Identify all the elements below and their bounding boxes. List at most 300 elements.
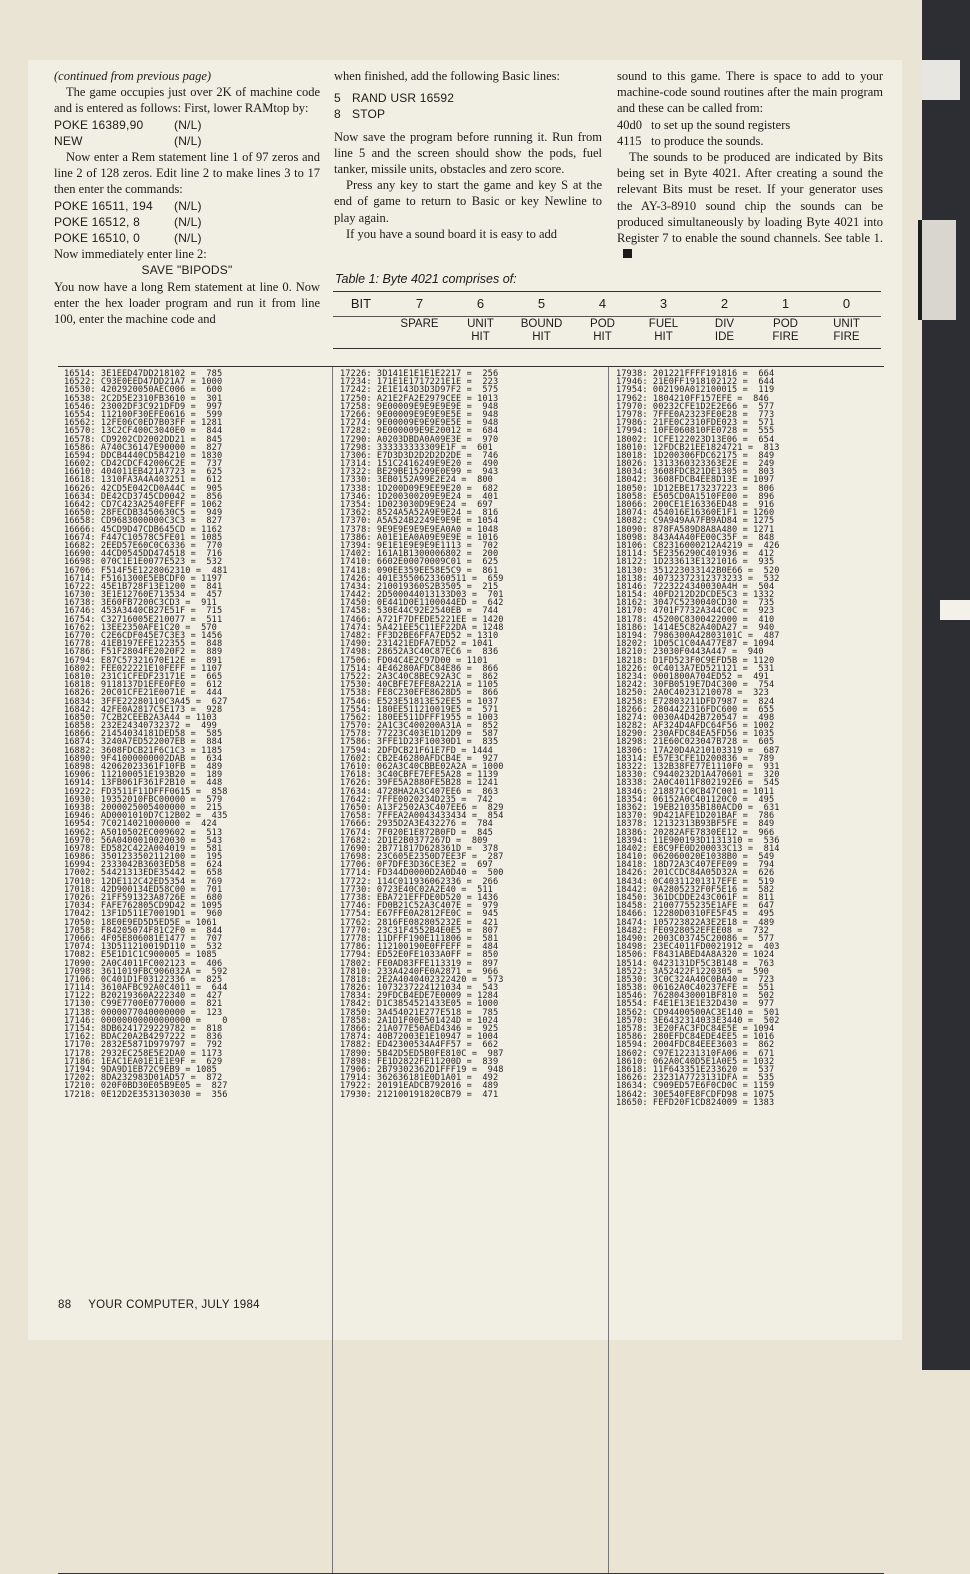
listing-hex: 231C1CFEDF23171E [100, 671, 186, 682]
listing-checksum: = 665 [185, 671, 223, 682]
listing-hex: A13F2502A3C407EE6 [376, 802, 467, 813]
listing-address: 18314: [616, 753, 653, 764]
listing-checksum: = 1271 [737, 524, 775, 535]
bit-meaning [450, 318, 511, 344]
listing-address: 18338: [616, 778, 653, 789]
listing-address: 17730: [340, 884, 377, 895]
adjacent-page-edge [922, 0, 970, 1370]
listing-address: 17098: [64, 966, 101, 977]
listing-address: 18634: [616, 1081, 653, 1092]
listing-checksum: = 519 [737, 876, 775, 887]
listing-checksum: = 979 [461, 901, 499, 912]
listing-hex: FE1D2822FE11200D [376, 1056, 462, 1067]
listing-checksum: = 520 [742, 565, 780, 576]
listing-checksum: = 1085 [185, 532, 223, 543]
listing-address: 18386: [616, 827, 653, 838]
listing-hex: 6602E00070009C01 [376, 557, 462, 568]
listing-address: 18602: [616, 1048, 653, 1059]
article-column-3 [617, 68, 883, 262]
code-block [54, 117, 320, 149]
listing-checksum: = 1024 [737, 950, 775, 961]
listing-address: 16810: [64, 671, 101, 682]
listing-hex: 45200C8300422000 [652, 614, 738, 625]
listing-address: 17858: [340, 1015, 377, 1026]
listing-checksum: = 949 [185, 508, 223, 519]
listing-address: 16562: [64, 418, 101, 429]
listing-hex: 112100051E193B20 [100, 770, 186, 781]
listing-checksum: = 818 [185, 1024, 223, 1034]
listing-address: 16530: [64, 385, 101, 396]
listing-checksum: = 814 [742, 843, 780, 854]
listing-hex: 2A0C40231210078 [652, 688, 733, 699]
listing-checksum: = 1103 [180, 712, 217, 723]
bit-table [333, 291, 881, 349]
listing-checksum: = 573 [466, 974, 504, 985]
listing-hex: 2DFDCB21F61E7FD [376, 745, 457, 756]
listing-checksum: = 848 [185, 639, 223, 650]
listing-address: 17082: [64, 950, 101, 961]
listing-checksum: = 605 [737, 737, 775, 748]
listing-checksum: = 631 [742, 802, 780, 813]
listing-hex: 19352010FBC00000 [100, 794, 186, 805]
listing-address: 18570: [616, 1015, 653, 1026]
routine-description: to produce the sounds. [651, 133, 764, 148]
listing-address: 16610: [64, 467, 101, 478]
listing-checksum: = 1000 [185, 377, 223, 388]
listing-address: 16698: [64, 557, 101, 568]
listing-checksum: = 592 [190, 966, 228, 977]
listing-hex: A5010502EC009602 [100, 827, 186, 838]
listing-checksum: = 827 [185, 442, 223, 453]
listing-hex: 7FFEA2A0043433434 [376, 811, 467, 822]
hex-listing [58, 366, 884, 1574]
listing-address: 17938: [616, 369, 653, 379]
listing-address: 17050: [64, 917, 101, 928]
listing-address: 16842: [64, 704, 101, 715]
listing-checksum: = 581 [461, 933, 499, 944]
listing-address: 16922: [64, 786, 101, 797]
listing-address: 17986: [616, 418, 653, 429]
listing-address: 16778: [64, 639, 101, 650]
listing-address: 18626: [616, 1073, 653, 1084]
listing-address: 16938: [64, 802, 101, 813]
bit-number: 4 [598, 296, 607, 311]
listing-address: 17586: [340, 737, 377, 748]
bit-meaning-line: SPARE [400, 318, 439, 330]
listing-hex: 062A3C40CBBE02A2A [376, 762, 467, 772]
listing-hex: 21E60C023047B728 [652, 737, 738, 748]
listing-address: 17546: [340, 696, 377, 707]
listing-checksum: = 925 [461, 1024, 499, 1034]
listing-address: 17498: [340, 647, 377, 658]
listing-address: 17994: [616, 426, 653, 437]
listing-hex: 2932EC258E5E2DA0 [100, 1048, 186, 1059]
listing-checksum: = 1097 [737, 475, 775, 486]
listing-address: 18482: [616, 925, 653, 936]
listing-checksum: = 215 [461, 581, 499, 592]
listing-checksum: = 599 [185, 409, 223, 420]
listing-checksum: = 1061 [180, 917, 217, 928]
listing-address: 16906: [64, 770, 101, 781]
listing-hex: 4202920050AEC006 [100, 385, 186, 396]
listing-checksum: = 1830 [185, 450, 223, 461]
code-block [54, 198, 320, 247]
code-note: (N/L) [174, 214, 202, 229]
listing-checksum: = 997 [185, 401, 223, 412]
listing-address: 17650: [340, 802, 377, 813]
listing-address: 18114: [616, 549, 653, 560]
listing-hex: 062060020E1038B0 [652, 852, 738, 863]
listing-checksum: = 626 [737, 868, 775, 879]
listing-checksum: = 189 [185, 770, 223, 781]
table-caption: Table 1: Byte 4021 comprises of: [335, 272, 517, 286]
listing-hex: 3610AFBC92A0C4011 [100, 983, 191, 994]
listing-address: 16738: [64, 598, 101, 609]
listing-hex: 2E1E143D3D3D97F2 [376, 385, 462, 396]
listing-checksum: = 839 [461, 1056, 499, 1067]
listing-hex: 39FE5A2880FE5B28 [376, 778, 462, 789]
listing-checksum: = 301 [185, 393, 223, 404]
listing-hex: E57E3CFE1D200836 [652, 753, 738, 764]
code-block [334, 90, 602, 122]
bit-meaning-line: POD [773, 318, 798, 330]
listing-address: 17818: [340, 974, 377, 985]
listing-checksum: = 846 [732, 393, 769, 404]
listing-address: 17722: [340, 876, 377, 887]
listing-hex: A01E1EA0A09E9E9E [376, 532, 462, 543]
listing-hex: DE42CD3745CD0042 [100, 491, 186, 502]
listing-address: 18058: [616, 491, 653, 502]
listing-address: 18266: [616, 704, 653, 715]
listing-checksum: = 215 [185, 802, 223, 813]
listing-hex: 3A52422F1220305 [652, 966, 733, 977]
bit-meaning-line: HIT [471, 331, 490, 343]
listing-address: 17930: [340, 1089, 377, 1100]
listing-address: 17386: [340, 532, 377, 543]
paragraph: Now immediately enter line 2: [54, 247, 207, 262]
listing-checksum: = 587 [461, 729, 499, 740]
listing-checksum: = 702 [461, 540, 499, 551]
listing-checksum: = 549 [737, 852, 775, 863]
listing-hex: 1D200306FDC62175 [652, 450, 738, 461]
listing-checksum: = 746 [461, 450, 499, 461]
listing-hex: 2B79302362D1FFF19 [376, 1064, 467, 1075]
listing-checksum: = 858 [190, 786, 228, 797]
listing-address: 16578: [64, 434, 101, 445]
listing-hex: E87C57321670E12E [100, 655, 186, 666]
listing-checksum: = 543 [461, 983, 499, 994]
code-command: POKE 16389,90 [54, 117, 144, 132]
listing-checksum: = 1004 [461, 1032, 499, 1043]
listing-checksum: = 498 [737, 712, 775, 723]
listing-hex: 200CE1E16336ED48 [652, 500, 738, 510]
listing-hex: 3EB0152A99E2E24 [376, 475, 457, 486]
listing-checksum: = 845 [456, 827, 493, 838]
listing-checksum: = 940 [726, 647, 764, 658]
listing-checksum: = 948 [461, 401, 499, 412]
end-mark-icon [623, 249, 632, 258]
listing-checksum: = 1260 [737, 508, 775, 519]
listing-checksum: = 424 [180, 819, 217, 830]
listing-checksum: = 792 [185, 1040, 223, 1051]
listing-hex: 00000000000000000 [100, 1015, 191, 1026]
listing-address: 17802: [340, 958, 377, 969]
listing-hex: D1C3854521433E05 [376, 999, 462, 1010]
listing-hex: 230AFDC84EA5FD56 [652, 729, 738, 740]
listing-hex: E72803211DFD7987 [652, 696, 738, 707]
listing-address: 17186: [64, 1056, 101, 1067]
listing-checksum: = 923 [737, 606, 775, 617]
listing-address: 17890: [340, 1048, 377, 1059]
listing-hex: B20219360A222340 [100, 991, 186, 1002]
listing-checksum: = 948 [466, 1064, 504, 1075]
listing-hex: CD42CDCF42006C2E [100, 459, 186, 470]
listing-checksum: = 1444 [456, 745, 493, 756]
listing-hex: 28652A3C40C87EC6 [376, 647, 462, 658]
listing-address: 17162: [64, 1032, 101, 1043]
listing-address: 17522: [340, 671, 377, 682]
code-note: (N/L) [174, 133, 202, 148]
listing-checksum: = 800 [456, 475, 493, 486]
listing-hex: 3A454021E277E518 [376, 1007, 462, 1018]
listing-hex: 41EB197EFE122355 [100, 639, 186, 650]
listing-checksum: = 829 [466, 802, 504, 813]
page-number: 88 [58, 1299, 72, 1311]
listing-checksum: = 849 [737, 819, 775, 830]
listing-address: 18618: [616, 1064, 653, 1075]
listing-hex: 453A3440CB27E51F [100, 606, 186, 617]
listing-hex: 2B771817D628361D [376, 843, 462, 854]
listing-address: 17226: [340, 369, 377, 379]
listing-address: 17146: [64, 1015, 101, 1026]
listing-hex: 28FECDB3450630C5 [100, 508, 186, 519]
listing-hex: 45E1B728F13E1200 [100, 581, 186, 592]
listing-hex: BDAC20A2B4297222 [100, 1032, 186, 1043]
listing-checksum: = 1185 [185, 745, 223, 756]
listing-address: 17234: [340, 377, 377, 388]
listing-address: 17834: [340, 991, 377, 1002]
listing-address: 17442: [340, 590, 377, 601]
listing-checksum: = 1024 [461, 1015, 499, 1026]
listing-hex: 8524A5A52A9E9E24 [376, 508, 462, 519]
paragraph: The game occupies just over 2K of machine code and is entered as follows: First, lower RAMtop by: [54, 85, 320, 116]
listing-checksum: = 491 [732, 671, 769, 682]
listing-hex: 2832E5871D979797 [100, 1040, 186, 1051]
listing-checksum: = 1095 [185, 901, 223, 912]
listing-hex: 4701F7732A344C0C [652, 606, 738, 617]
listing-checksum: = 970 [461, 434, 499, 445]
listing-address: 16602: [64, 459, 101, 470]
bit-meaning [694, 318, 755, 344]
listing-checksum: = 489 [737, 917, 775, 928]
listing-checksum: = 495 [737, 909, 775, 920]
listing-address: 16594: [64, 450, 101, 461]
listing-address: 17746: [340, 901, 377, 912]
listing-address: 17154: [64, 1024, 101, 1034]
code-line [617, 133, 883, 149]
listing-checksum: = 590 [732, 966, 769, 977]
listing-checksum: = 697 [456, 500, 493, 510]
listing-hex: 062A0C40D5E1A0E5 [652, 1056, 738, 1067]
listing-column-1 [64, 370, 326, 1099]
listing-address: 16882: [64, 745, 101, 756]
listing-address: 17778: [340, 933, 377, 944]
listing-address: 16666: [64, 524, 101, 535]
listing-hex: 1414E5C82A40DA27 [652, 622, 738, 633]
listing-address: 18090: [616, 524, 653, 535]
listing-checksum: = 200 [461, 549, 499, 560]
listing-checksum: = 426 [742, 540, 780, 551]
listing-address: 17322: [340, 467, 377, 478]
listing-address: 18274: [616, 712, 653, 723]
listing-hex: 42CD5E042CD0A44C [100, 483, 186, 494]
listing-checksum: = 662 [461, 1040, 499, 1051]
listing-hex: FEFD20F1CD824009 [652, 1097, 738, 1108]
listing-checksum: = 884 [185, 737, 223, 748]
listing-hex: 1310FA3A4A403251 [100, 475, 186, 486]
listing-address: 17698: [340, 852, 377, 863]
listing-address: 18346: [616, 786, 653, 797]
listing-address: 17274: [340, 418, 377, 429]
listing-hex: 42062023361F10FB [100, 762, 186, 772]
paragraph: when finished, add the following Basic lines: [334, 69, 561, 83]
listing-checksum: = 911 [180, 598, 217, 609]
paragraph-text: The sounds to be produced are indicated by Bits being set in Byte 4021. After creating a sound the relevant Bits must be reset. If your generator uses the AY-3-8910 sound chip the sounds can be produced simultaneously by loading Byte 4021 into Register 7 to enable the sound channels. See table 1. [617, 150, 883, 246]
listing-checksum: = 723 [737, 974, 775, 985]
listing-checksum: = 323 [732, 688, 769, 699]
listing-hex: 351223033142B0E66 [652, 565, 743, 576]
bit-number: 0 [842, 296, 851, 311]
code-block [617, 117, 883, 149]
listing-address: 18394: [616, 835, 653, 846]
listing-address: 16674: [64, 532, 101, 543]
listing-address: 17978: [616, 409, 653, 420]
listing-hex: 7C0214021000000 [100, 819, 181, 830]
listing-hex: 361DCDDE243C061F [652, 893, 738, 903]
listing-address: 17178: [64, 1048, 101, 1059]
listing-hex: 180EE511210019E5 [376, 704, 462, 715]
code-command: POKE 16511, 194 [54, 198, 153, 213]
listing-address: 17130: [64, 999, 101, 1010]
listing-checksum: = 1105 [461, 680, 499, 691]
bit-meaning-line: IDE [714, 331, 735, 343]
listing-hex: 06162A0C40237EFE [652, 983, 738, 994]
listing-checksum: = 532 [742, 573, 780, 584]
listing-hex: 06152A0C401120C0 [652, 794, 738, 805]
listing-address: 16746: [64, 606, 101, 617]
listing-address: 17218: [64, 1089, 101, 1100]
listing-hex: F51F2804FE2020F2 [100, 647, 186, 658]
listing-address: 18130: [616, 565, 653, 576]
listing-address: 17554: [340, 704, 377, 715]
listing-address: 16866: [64, 729, 101, 740]
listing-address: 16714: [64, 573, 101, 584]
bit-number: 3 [659, 296, 668, 311]
listing-checksum: = 1075 [737, 1089, 775, 1100]
listing-address: 18578: [616, 1024, 653, 1034]
listing-address: 18250: [616, 688, 653, 699]
listing-hex: 218871C0CB47C001 [652, 786, 738, 797]
listing-checksum: = 824 [737, 696, 775, 707]
listing-address: 17602: [340, 753, 377, 764]
listing-checksum: = 320 [742, 770, 780, 781]
bit-meaning-line: DIV [714, 318, 735, 330]
listing-hex: 21E0FF1918102122 [652, 377, 738, 388]
listing-checksum: = 555 [737, 426, 775, 437]
listing-hex: 7C2B2CEEB2A3A44 [100, 712, 181, 723]
listing-hex: 1D233613E1321016 [652, 557, 738, 568]
listing-hex: F84205074F81C2F0 [100, 925, 186, 936]
listing-hex: 210019360S2B3505 [376, 581, 462, 592]
listing-hex: 12280D0310FE5F45 [652, 909, 738, 920]
listing-checksum: = 403 [742, 942, 780, 953]
listing-address: 17418: [340, 565, 377, 576]
listing-hex: 3501233502112100 [100, 852, 186, 863]
listing-checksum: = 654 [737, 434, 775, 445]
listing-address: 18034: [616, 467, 653, 478]
listing-address: 16954: [64, 819, 101, 830]
listing-checksum: = 803 [737, 467, 775, 478]
listing-hex: 2E2A4040402322420 [376, 974, 467, 985]
listing-address: 18322: [616, 762, 653, 772]
listing-address: 18458: [616, 901, 653, 912]
listing-checksum: = 585 [185, 729, 223, 740]
listing-hex: E505CD0A1510FE00 [652, 491, 738, 502]
listing-address: 17170: [64, 1040, 101, 1051]
listing-hex: 2D500044013133D03 [376, 590, 467, 601]
listing-checksum: = 784 [456, 819, 493, 830]
listing-address: 17066: [64, 933, 101, 944]
listing-hex: E67FFE0A2812FE0C [376, 909, 462, 920]
listing-checksum: = 682 [461, 483, 499, 494]
listing-checksum: = 680 [185, 893, 223, 903]
listing-address: 17850: [340, 1007, 377, 1018]
listing-address: 16914: [64, 778, 101, 789]
listing-address: 18138: [616, 573, 653, 584]
listing-hex: 3047C5230040CD30 [652, 598, 738, 609]
listing-address: 18066: [616, 500, 653, 510]
listing-address: 17266: [340, 409, 377, 420]
listing-hex: AD0001010D7C12B02 [100, 811, 191, 822]
listing-hex: 0000077040000000 [100, 1007, 186, 1018]
listing-hex: 3240A7ED522007EB [100, 737, 186, 748]
listing-address: 17786: [340, 942, 377, 953]
listing-address: 17090: [64, 958, 101, 969]
listing-checksum: = 487 [742, 631, 780, 641]
listing-address: 18562: [616, 1007, 653, 1018]
listing-checksum: = 763 [737, 958, 775, 969]
listing-address: 17034: [64, 901, 101, 912]
listing-checksum: = 1281 [185, 418, 223, 429]
listing-checksum: = 502 [742, 1015, 780, 1026]
listing-checksum: = 577 [737, 401, 775, 412]
listing-checksum: = 1032 [737, 1056, 775, 1067]
listing-hex: EBA721EFFDE0D520 [376, 893, 462, 903]
listing-address: 17354: [340, 500, 377, 510]
listing-address: 17338: [340, 483, 377, 494]
bit-number: 2 [720, 296, 729, 311]
page-footer [58, 1299, 260, 1311]
listing-checksum: = 421 [461, 917, 499, 928]
listing-hex: 1313360323363E2E [652, 459, 738, 470]
listing-checksum: = 536 [742, 835, 780, 846]
listing-row [64, 1091, 326, 1099]
listing-hex: 0C40311201317EFE [652, 876, 738, 887]
listing-address: 16890: [64, 753, 101, 764]
listing-checksum: = 1197 [185, 573, 223, 584]
listing-address: 17330: [340, 475, 377, 486]
listing-checksum: = 966 [461, 966, 499, 977]
